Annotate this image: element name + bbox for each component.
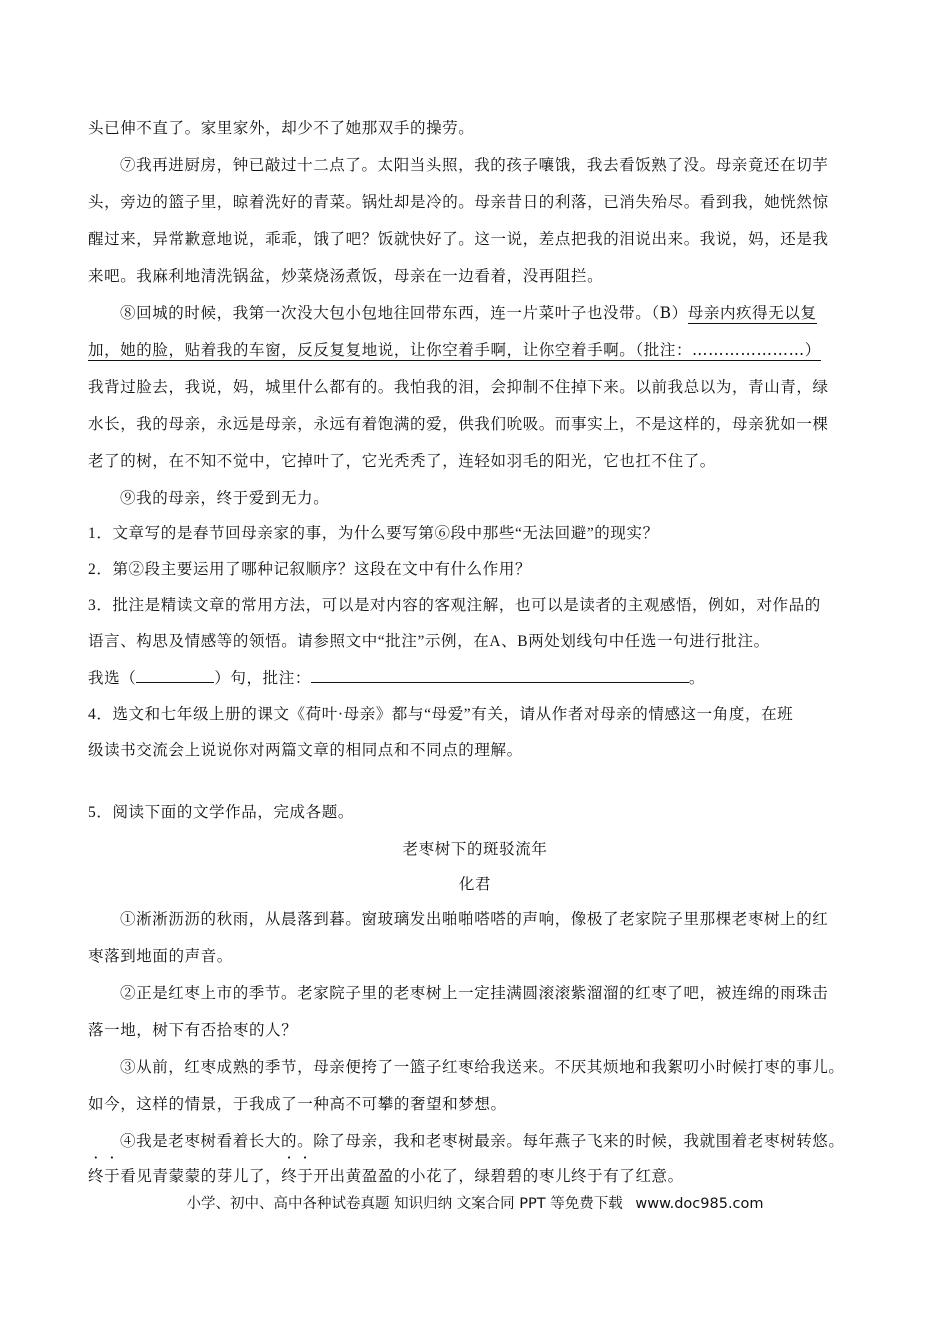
paragraph-7-line-3: 醒过来，异常歉意地说，乖乖，饿了吧？饭就快好了。这一说，差点把我的泪说出来。我说，妈，还是我 — [88, 230, 829, 248]
sentence-choice-blank[interactable] — [136, 668, 214, 683]
article-p1-line-1: ①淅淅沥沥的秋雨，从晨落到暮。窗玻璃发出啪啪嗒嗒的声响，像极了老家院子里那棵老枣树上的红 — [120, 910, 829, 928]
question-4-line-2: 级读书交流会上说说你对两篇文章的相同点和不同点的理解。 — [88, 742, 523, 759]
text-run: 看见青蒙蒙的芽儿了， — [120, 1167, 282, 1185]
annotation-mark-b: （B） — [651, 304, 688, 322]
paragraph-8-line-5: 老了的树，在不知不觉中，它掉叶了，它光秃秃了，连轻如羽毛的阳光，它也扛不住了。 — [88, 452, 716, 470]
fill-end: 。 — [688, 670, 706, 687]
emphasis-char: 于 — [297, 1167, 314, 1185]
annotation-answer-blank[interactable] — [311, 668, 689, 683]
question-3-line-1: 3．批注是精读文章的常用方法，可以是对内容的客观注解，也可以是读者的主观感悟，例如，对作品的 — [88, 597, 821, 614]
underlined-sentence-b-part-2: 加，她的脸，贴着我的车窗，反反复复地说，让你空着手啊，让你空着手啊。（批注：…………………） — [88, 341, 821, 359]
emphasis-char: 终 — [88, 1167, 105, 1185]
question-4-line-1: 4．选文和七年级上册的课文《荷叶·母亲》都与“母爱”有关，请从作者对母亲的情感这一角度，在班 — [88, 706, 794, 723]
article-p1-line-2: 枣落到地面的声音。 — [88, 947, 233, 965]
footer-text: 小学、初中、高中各种试卷真题 知识归纳 文案合同 PPT 等免费下载 — [186, 1196, 623, 1212]
question-2: 2．第②段主要运用了哪种记叙顺序？这段在文中有什么作用？ — [88, 561, 532, 578]
underlined-sentence-b-part-1: 母亲内疚得无以复 — [687, 304, 817, 322]
article-p4-line-1: ④我是老枣树看着长大的。除了母亲，我和老枣树最亲。每年燕子飞来的时候，我就围着老枣树转悠。 — [120, 1132, 845, 1150]
article-p3-line-2: 如今，这样的情景，于我成了一种高不可攀的奢望和梦想。 — [88, 1095, 507, 1113]
article-p2-line-1: ②正是红枣上市的季节。老家院子里的老枣树上一定挂满圆滚滚紫溜溜的红枣了吧，被连绵的雨珠击 — [120, 984, 829, 1002]
paragraph-7-line-4: 来吧。我麻利地清洗锅盆，炒菜烧汤煮饭，母亲在一边看着，没再阻拦。 — [88, 267, 604, 285]
paragraph-8-line-3: 我背过脸去，我说，妈，城里什么都有的。我怕我的泪，会抑制不住掉下来。以前我总以为，青山青，绿 — [88, 378, 829, 396]
article-title: 老枣树下的斑驳流年 — [402, 840, 548, 858]
footer-site-link[interactable]: www.doc985.com — [635, 1196, 764, 1212]
question-3-fill-line — [88, 668, 858, 689]
article-p3-line-1: ③从前，红枣成熟的季节，母亲便挎了一篮子红枣给我送来。不厌其烦地和我絮叨小时候打枣的事儿。 — [120, 1058, 845, 1076]
paragraph-8-line-2 — [88, 340, 858, 360]
article-p2-line-2: 落一地，树下有否拾枣的人？ — [88, 1021, 298, 1039]
paragraph-8-line-1 — [120, 303, 858, 323]
article-p4-line-2 — [88, 1166, 858, 1186]
question-5-intro: 5．阅读下面的文学作品，完成各题。 — [88, 804, 354, 821]
page-footer — [0, 1192, 950, 1213]
paragraph-9: ⑨我的母亲，终于爱到无力。 — [120, 489, 330, 507]
fill-middle: ）句，批注： — [214, 670, 311, 687]
paragraph-7-line-2: 头，旁边的篮子里，晾着洗好的青菜。锅灶却是冷的。母亲昔日的利落，已消失殆尽。看到我，她恍然惊 — [88, 193, 829, 211]
fill-prefix: 我选（ — [88, 670, 137, 687]
paragraph-7-line-1: ⑦我再进厨房，钟已敲过十二点了。太阳当头照，我的孩子嚷饿，我去看饭熟了没。母亲竟还在切芋 — [120, 156, 829, 174]
paragraph-8-line-4: 水长，我的母亲，永远是母亲，永远有着饱满的爱，供我们吮吸。而事实上，不是这样的，母亲犹如一棵 — [88, 415, 829, 433]
question-3-line-2: 语言、构思及情感等的领悟。请参照文中“批注”示例，在A、B两处划线句中任选一句进行批注。 — [88, 633, 770, 650]
question-1: 1．文章写的是春节回母亲家的事，为什么要写第⑥段中那些“无法回避”的现实？ — [88, 525, 659, 542]
emphasis-char: 终 — [281, 1167, 298, 1185]
paragraph-8-start: ⑧回城的时候，我第一次没大包小包地往回带东西，连一片菜叶子也没带。 — [120, 304, 652, 322]
text-run: 开出黄盈盈的小花了，绿碧碧的枣儿终于有了红意。 — [313, 1167, 684, 1185]
article-author: 化君 — [458, 875, 492, 893]
emphasis-char: 于 — [104, 1167, 121, 1185]
paragraph-6-tail: 头已伸不直了。家里家外，却少不了她那双手的操劳。 — [88, 119, 475, 137]
